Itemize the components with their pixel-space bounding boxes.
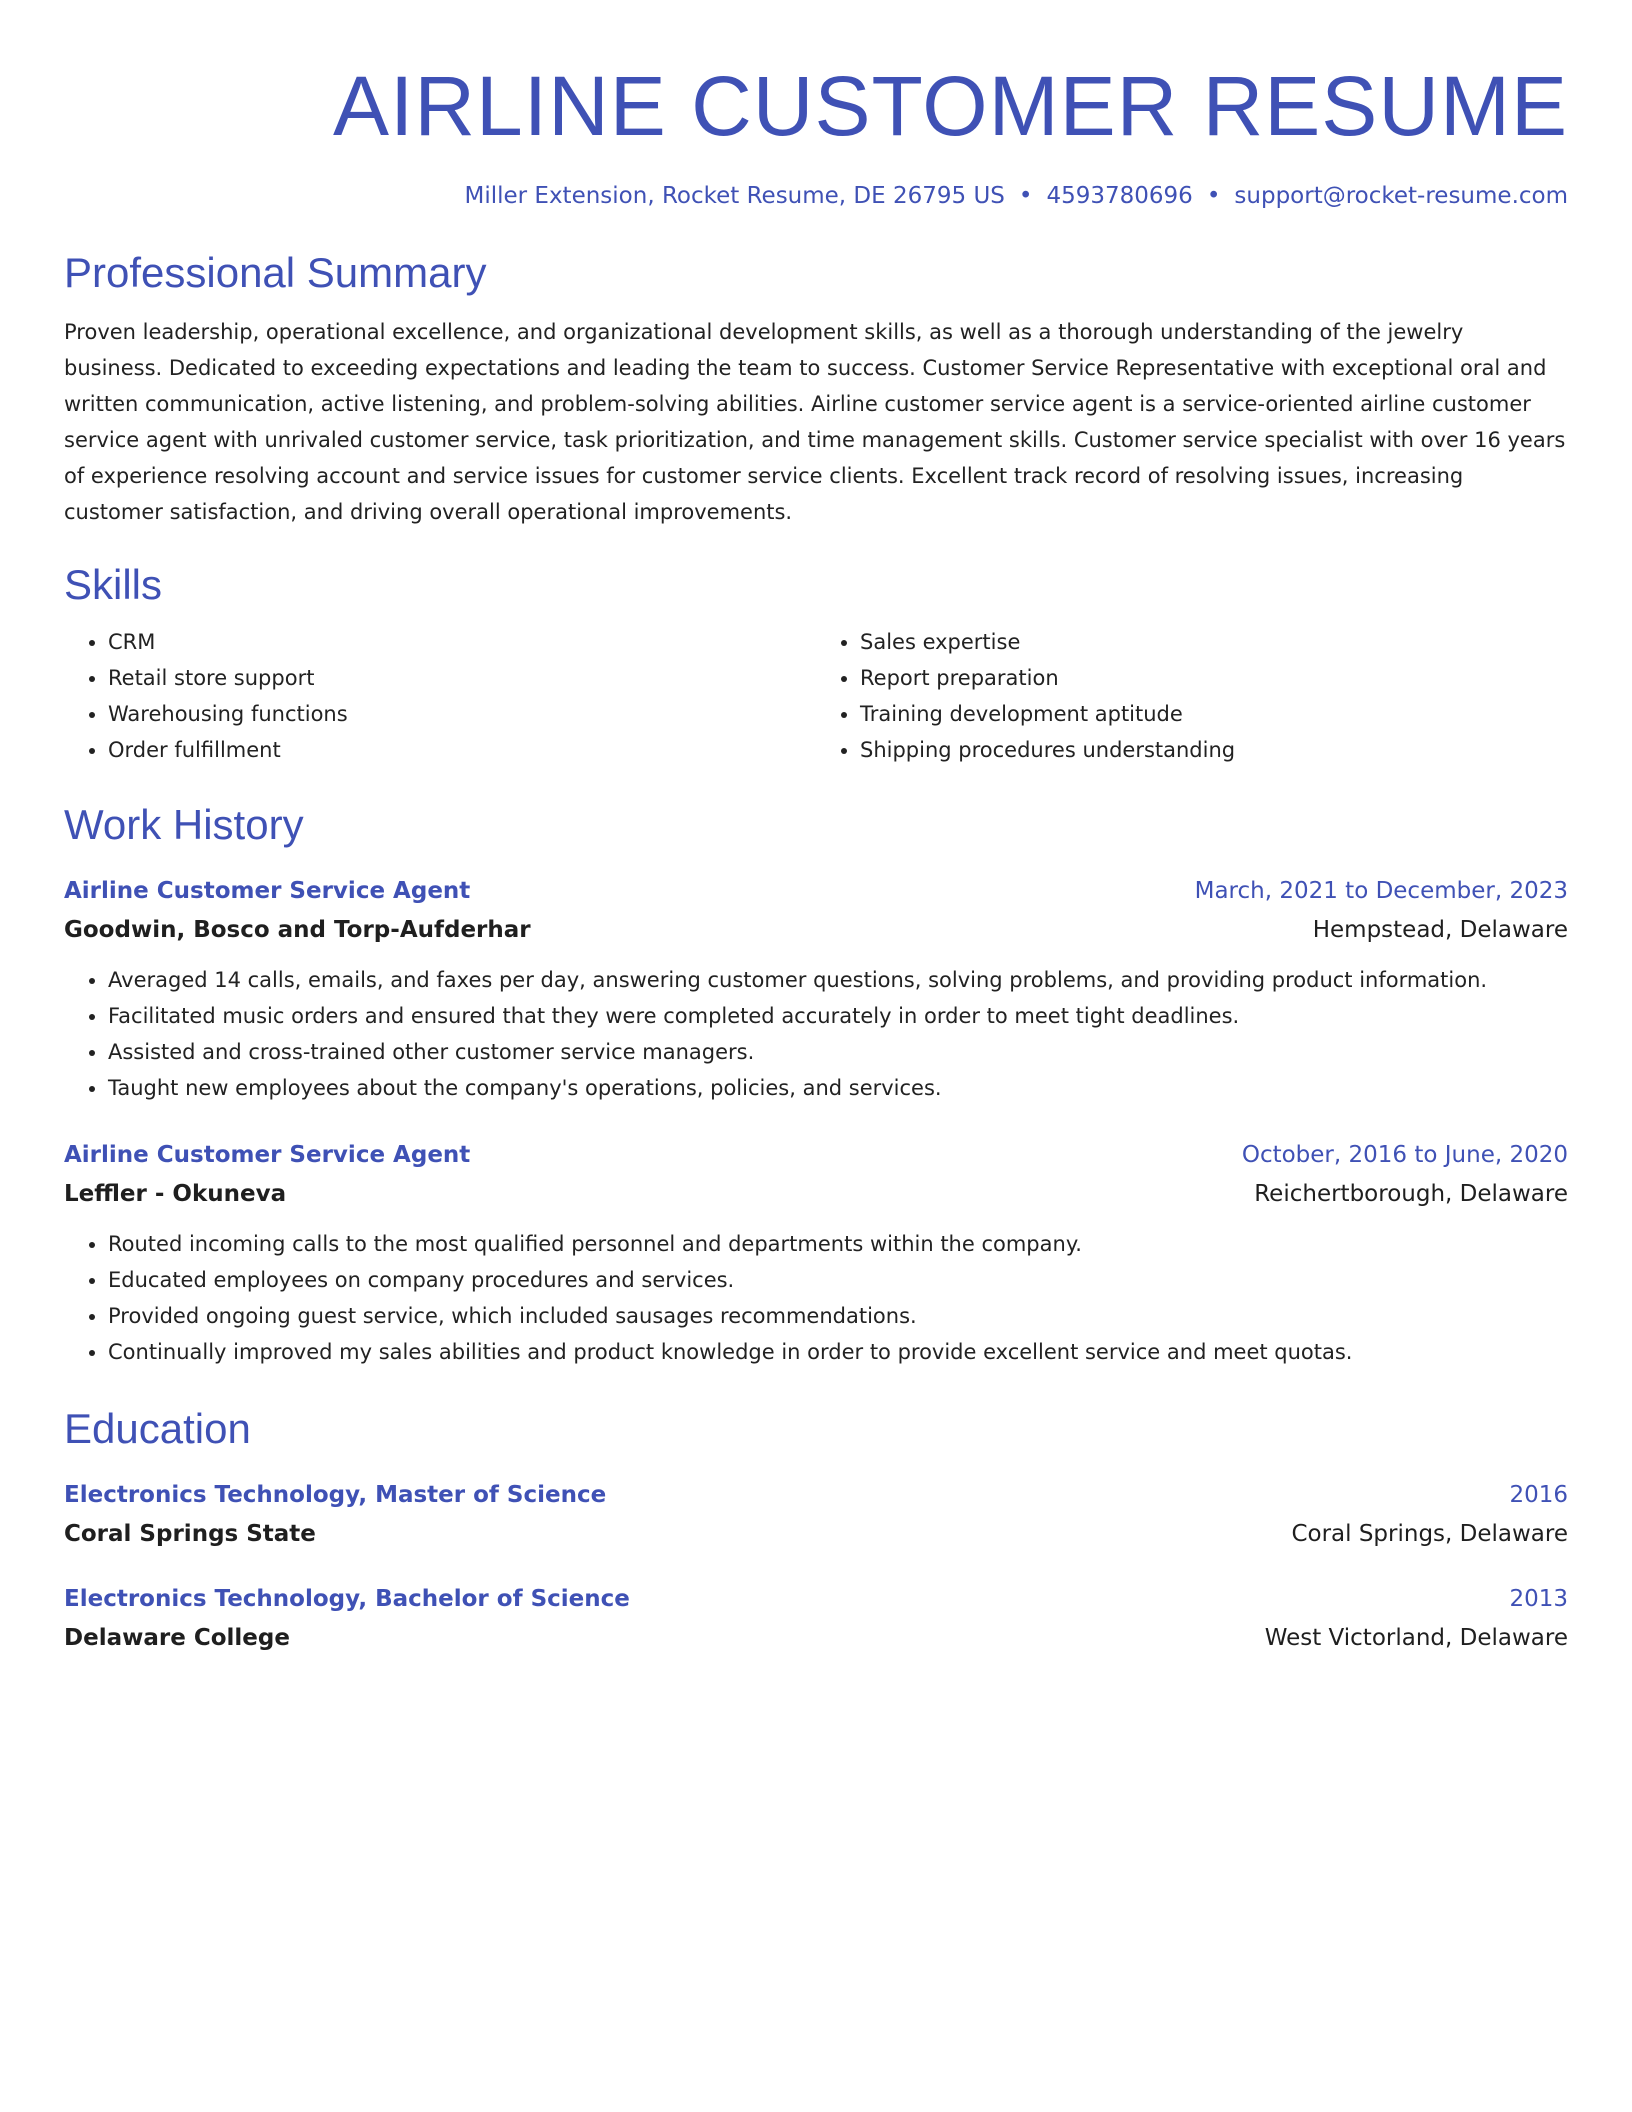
job-role: Airline Customer Service Agent xyxy=(64,878,471,904)
contact-email: support@rocket-resume.com xyxy=(1234,183,1568,209)
skill-item: • Retail store support xyxy=(108,660,816,696)
job-bullet: • Facilitated music orders and ensured that they were completed accurately in order to meet tight deadlines. xyxy=(108,998,1568,1034)
education-entry xyxy=(64,1580,1568,1658)
education-school-row xyxy=(64,1514,1568,1554)
skills-column-right xyxy=(816,624,1568,768)
skill-item: • CRM xyxy=(108,624,816,660)
skill-item: • Warehousing functions xyxy=(108,696,816,732)
job-company-row xyxy=(64,1174,1568,1214)
education-year: 2013 xyxy=(1509,1586,1568,1612)
resume-header xyxy=(64,0,1568,212)
job-bullet: • Averaged 14 calls, emails, and faxes per day, answering customer questions, solving problems, and providing product information. xyxy=(108,962,1568,998)
contact-line xyxy=(64,180,1568,212)
skill-item: • Order fulfillment xyxy=(108,732,816,768)
education-school: Delaware College xyxy=(64,1625,290,1651)
education-school: Coral Springs State xyxy=(64,1521,316,1547)
education-heading: Education xyxy=(64,1405,251,1452)
job-company-row xyxy=(64,910,1568,950)
job-location: Hempstead, Delaware xyxy=(1312,917,1568,943)
job-location: Reichertborough, Delaware xyxy=(1254,1181,1568,1207)
contact-separator: • xyxy=(1018,183,1033,209)
summary-text: Proven leadership, operational excellence, and organizational development skills, as well as a thorough understanding of the jewelry business. Dedicated to exceeding expectations and leading the team to success. Customer Service Representative with exceptional oral and written communication, active listening, and problem-solving abilities. Airline customer service agent is a service-oriented airline customer service agent with unrivaled customer service, task prioritization, and time management skills. Customer service specialist with over 16 years of experience resolving account and service issues for customer service clients. Excellent track record of resolving issues, increasing customer satisfaction, and driving overall operational improvements. xyxy=(64,320,1566,524)
job-dates: October, 2016 to June, 2020 xyxy=(1241,1142,1568,1168)
education-location: Coral Springs, Delaware xyxy=(1291,1521,1568,1547)
skills-column-left xyxy=(64,624,816,768)
resume-page xyxy=(64,0,1568,1658)
education-school-row xyxy=(64,1618,1568,1658)
skills-heading: Skills xyxy=(64,561,163,608)
job-header-row xyxy=(64,1136,1568,1174)
contact-phone: 4593780696 xyxy=(1046,183,1193,209)
education-entry xyxy=(64,1476,1568,1554)
job-entry xyxy=(64,1136,1568,1370)
education-year: 2016 xyxy=(1509,1482,1568,1508)
skill-item: • Training development aptitude xyxy=(860,696,1568,732)
summary-heading: Professional Summary xyxy=(64,249,487,296)
education-header-row xyxy=(64,1476,1568,1514)
job-entry xyxy=(64,872,1568,1106)
skill-item: • Sales expertise xyxy=(860,624,1568,660)
contact-separator: • xyxy=(1206,183,1221,209)
job-company: Leffler - Okuneva xyxy=(64,1181,287,1207)
skill-item: • Shipping procedures understanding xyxy=(860,732,1568,768)
contact-address: Miller Extension, Rocket Resume, DE 26795 US xyxy=(464,183,1005,209)
job-bullet: • Routed incoming calls to the most qualified personnel and departments within the company. xyxy=(108,1226,1568,1262)
education-degree: Electronics Technology, Bachelor of Science xyxy=(64,1586,630,1612)
skill-item: • Report preparation xyxy=(860,660,1568,696)
job-dates: March, 2021 to December, 2023 xyxy=(1194,878,1568,904)
education-header-row xyxy=(64,1580,1568,1618)
job-bullet: • Educated employees on company procedures and services. xyxy=(108,1262,1568,1298)
job-company: Goodwin, Bosco and Torp-Aufderhar xyxy=(64,917,531,943)
job-bullet: • Taught new employees about the company's operations, policies, and services. xyxy=(108,1070,1568,1106)
education-degree: Electronics Technology, Master of Science xyxy=(64,1482,607,1508)
resume-title: AIRLINE CUSTOMER RESUME xyxy=(333,59,1568,153)
work-history-heading: Work History xyxy=(64,801,304,848)
job-bullets xyxy=(64,1226,1568,1370)
skills-list xyxy=(64,624,1568,768)
job-bullet: • Assisted and cross-trained other customer service managers. xyxy=(108,1034,1568,1070)
job-bullets xyxy=(64,962,1568,1106)
job-bullet: • Continually improved my sales abilities and product knowledge in order to provide excellent service and meet quotas. xyxy=(108,1334,1568,1370)
job-bullet: • Provided ongoing guest service, which included sausages recommendations. xyxy=(108,1298,1568,1334)
job-header-row xyxy=(64,872,1568,910)
education-location: West Victorland, Delaware xyxy=(1264,1625,1568,1651)
job-role: Airline Customer Service Agent xyxy=(64,1142,471,1168)
